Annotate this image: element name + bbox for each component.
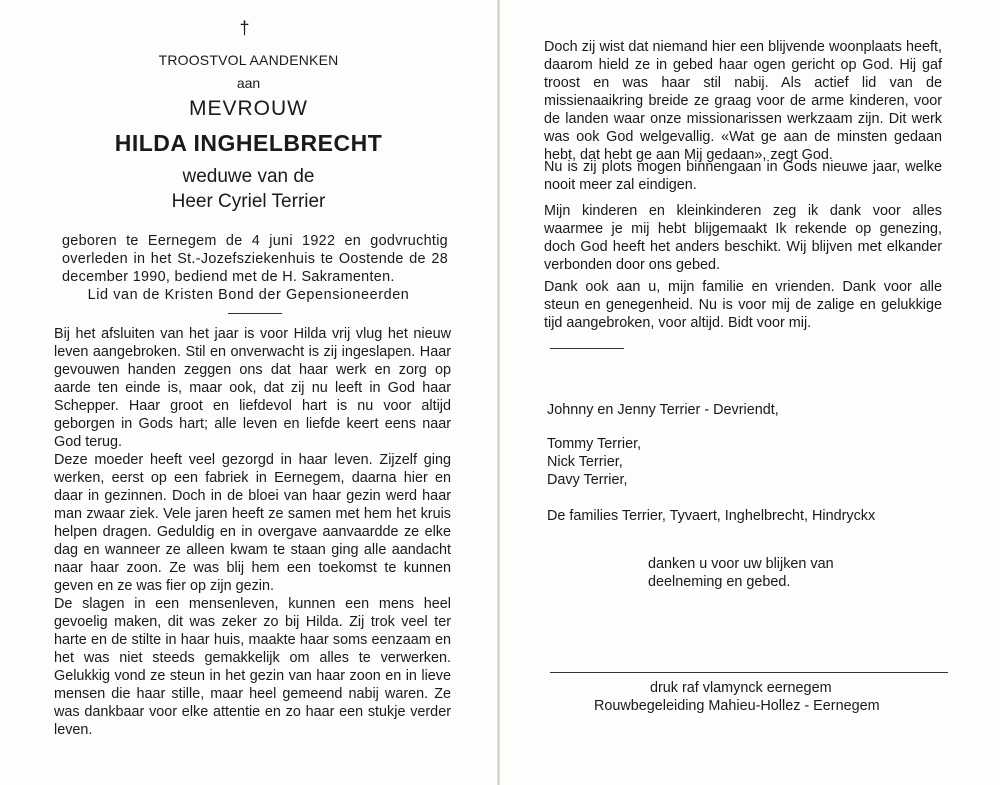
families-line: De families Terrier, Tyvaert, Inghelbrecht, Hindryckx bbox=[547, 508, 876, 524]
thanks-line-2: deelneming en gebed. bbox=[648, 574, 791, 590]
widow-line: weduwe van de bbox=[182, 166, 315, 187]
deceased-name: HILDA INGHELBRECHT bbox=[114, 130, 383, 156]
birth-death-text: geboren te Eernegem de 4 juni 1922 en godvruchtig overleden in het St.-Jozefsziekenhuis te Oostende de 28 december 1990, bediend met de H. Sakramenten. bbox=[62, 233, 448, 285]
grandchild-name: Tommy Terrier, bbox=[547, 436, 642, 452]
paragraph-5: Nu is zij plots mogen binnengaan in Gods nieuwe jaar, welke nooit meer zal eindigen. bbox=[544, 159, 942, 193]
thanks-line-1: danken u voor uw blijken van bbox=[648, 556, 834, 572]
bottom-divider bbox=[550, 672, 948, 673]
divider-line bbox=[550, 348, 624, 349]
left-page bbox=[0, 0, 497, 785]
right-page bbox=[500, 0, 1000, 785]
paragraph-7: Dank ook aan u, mijn familie en vrienden. Dank voor alle steun en genegenheid. Nu is voor mij de zalige en gelukkige tijd aangebroken, voor altijd. Bidt voor mij. bbox=[544, 279, 942, 331]
paragraph-4: Doch zij wist dat niemand hier een blijvende woonplaats heeft, daarom hield ze in gebed haar ogen gericht op God. Hij gaf troost en was haar stil nabij. Als actief lid van de missienaaikring breide ze graag voor de arme kinderen, voor de landen waar onze missionarissen werkzaam zijn. Dit werk was ook God welgevallig. «Wat ge aan de minsten gedaan hebt, dat hebt ge aan Mij gedaan», zegt God. bbox=[544, 39, 942, 163]
divider-line bbox=[228, 313, 282, 314]
title-mevrouw: MEVROUW bbox=[189, 97, 308, 120]
membership-text: Lid van de Kristen Bond der Gepensioneerden bbox=[87, 287, 410, 303]
husband-name: Heer Cyriel Terrier bbox=[171, 191, 326, 212]
printer-credit: druk raf vlamynck eernegem bbox=[650, 680, 832, 696]
paragraph-1: Bij het afsluiten van het jaar is voor Hilda vrij vlug het nieuw leven aangebroken. Stil en onverwacht is zij ingeslapen. Haar gevouwen handen zeggen ons dat haar werk en zorg op aarde ten einde is, maar ook, dat zij nu leeft in God haar Schepper. Haar groot en liefdevol hart is nu voor altijd geborgen in Gods hart; alle leven en liefde keert eens naar God terug. bbox=[54, 326, 451, 450]
paragraph-6: Mijn kinderen en kleinkinderen zeg ik dank voor alles waarmee je mij hebt blijgemaakt Ik rekende op genezing, doch God heeft het anders beschikt. Wij blijven met elkander verbonden door ons gebed. bbox=[544, 203, 942, 273]
funeral-director-credit: Rouwbegeleiding Mahieu-Hollez - Eernegem bbox=[594, 698, 880, 714]
paragraph-3: De slagen in een mensenleven, kunnen een mens heel gevoelig maken, dit was zeker zo bij Hilda. Zij trok veel ter harte en de stilte in haar huis, maakte haar soms eenzaam en het was niet steeds gemakkelijk om alles te verwerken. Gelukkig vond ze steun in het gezin van haar zoon en in lieve mensen die haar stille, maar heel gemeend nabij waren. Ze was dankbaar voor elke attentie en zo haar een stukje verder leven. bbox=[54, 596, 451, 738]
cross-symbol: † bbox=[239, 18, 250, 38]
grandchild-name: Nick Terrier, bbox=[547, 454, 623, 470]
grandchild-name: Davy Terrier, bbox=[547, 472, 628, 488]
aan-text: aan bbox=[236, 75, 261, 91]
family-line: Johnny en Jenny Terrier - Devriendt, bbox=[547, 402, 779, 418]
header-text: TROOSTVOL AANDENKEN bbox=[158, 52, 339, 68]
paragraph-2: Deze moeder heeft veel gezorgd in haar leven. Zijzelf ging werken, eerst op een fabriek in Eernegem, daarna hier en daar in gezinnen. Doch in de bloei van haar gezin werd haar man zwaar ziek. Vele jaren heeft ze samen met hem het kruis helpen dragen. Geduldig en in overgave aanvaardde ze elke dag en wanneer ze alleen kwam te staan ging alle aandacht naar haar zoon. Ze was blij hem een toekomst te kunnen geven en ze was fier op zijn gezin. bbox=[54, 452, 451, 594]
